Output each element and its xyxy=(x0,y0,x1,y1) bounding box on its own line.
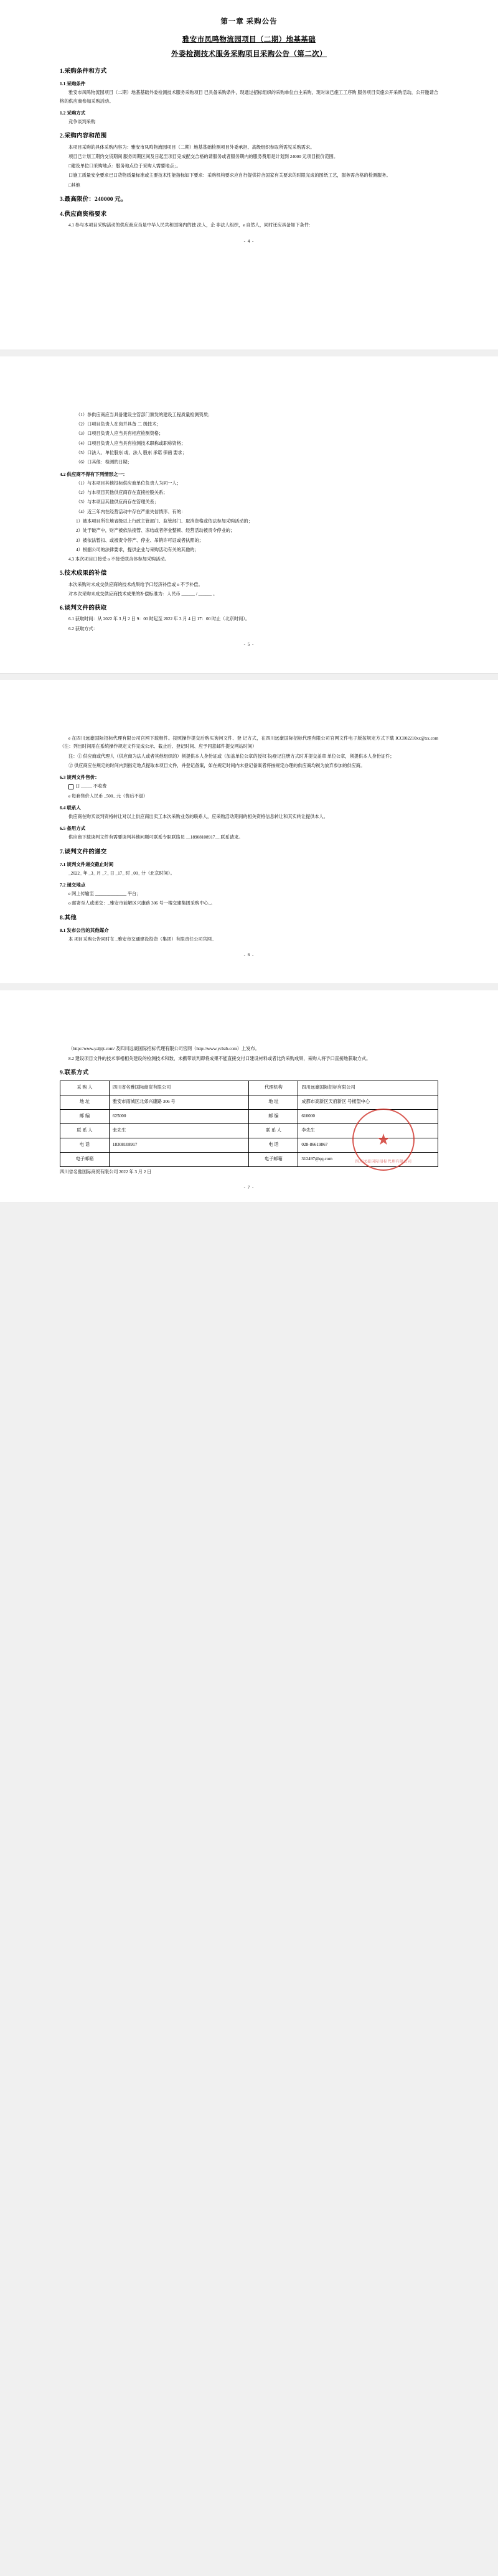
page-2-bottom-whitespace xyxy=(60,647,438,661)
table-row xyxy=(60,1153,438,1167)
document-page-1 xyxy=(0,0,498,350)
paragraph-7-2-online: e 网上传输至 ______________ 平台； xyxy=(68,891,141,897)
document-title-line2: 外委检测技术服务采购项目采购公告（第二次） xyxy=(171,50,327,58)
list-item-4-1-2: （2）口项目负责人在岗并具备 二 级技术； xyxy=(76,422,161,427)
signature-footer: 四川省名雅国际商贸有限公司 2022 年 3 月 2 日 xyxy=(60,1169,152,1175)
paragraph-4-1: 4.1 参与本项目采购活动的供应商应当是中华人民共和国境内的独 法人，企 非法人组织，e 自然人，同时还应具备如下条件： xyxy=(68,223,314,228)
section-heading-7: 7.谈判文件的递交 xyxy=(60,849,107,855)
paragraph-8-1: 本 项目采购公告同时在 _雅安市交通建设投资（集团）有限责任公司官网_ xyxy=(68,936,214,942)
document-page-2 xyxy=(0,356,498,674)
value-purchaser-zip: 625000 xyxy=(109,1110,249,1124)
paragraph-2-2: 项目已计划工期约交货期间 服务周期区间及日起至项目完成配交合格的请服务或者服务期内的服务费用是计划到 24000 元项目报价范围。 xyxy=(68,154,339,159)
label-purchaser: 采 购 人 xyxy=(60,1081,110,1095)
table-row xyxy=(60,1138,438,1153)
subsection-7-1: 7.1 谈判文件递交截止时间 xyxy=(60,861,114,867)
paragraph-2-3: □建设单位口采购地点：服务地点位于采购人需要地点；。 xyxy=(68,164,181,169)
paragraph-4-3: 4.3 本次项目口接受 o 不接受联合体参加采购活动。 xyxy=(68,557,169,562)
subsection-6-5: 6.5 备用方式 xyxy=(60,825,86,832)
paragraph-6-4: 供应商在购买谈判资格转让对以上供应商出卖工本次采购业务的联系人，应采购活动期间的相关资格信息转让和其实转让提供本人。 xyxy=(68,814,328,819)
value-purchaser: 四川省名雅国际商贸有限公司 xyxy=(109,1081,249,1095)
label-agency-address: 地 址 xyxy=(249,1095,298,1110)
label-purchaser-phone: 电 话 xyxy=(60,1138,110,1153)
section-heading-4: 4.供应商资格要求 xyxy=(60,212,107,218)
option-fee: e 每套售价人民币 _500_ 元（售后不退） xyxy=(68,793,148,799)
page-2-top-whitespace xyxy=(60,373,438,410)
value-agency: 四川远豪国际招标有限公司 xyxy=(298,1081,438,1095)
value-agency-address: 成都市高新区天府新区 号楼望中心 xyxy=(298,1095,438,1110)
value-purchaser-phone: 18308108917 xyxy=(109,1138,249,1153)
section-heading-9: 9.联系方式 xyxy=(60,1069,89,1076)
section-heading-5: 5.技术成果的补偿 xyxy=(60,570,107,577)
list-item-4-2-2: （2）与本项目其他供应商存在直接控股关系； xyxy=(76,490,168,495)
list-item-4-2-4-2: 2）处于破产中，财产被依法接管、冻结或者停业整顿、经营活动被责令停业的； xyxy=(76,528,235,534)
label-agency-zip: 邮 编 xyxy=(249,1110,298,1124)
value-agency-zip: 610000 xyxy=(298,1110,438,1124)
paragraph-5-2: 对本次采购未成交供应商技术成果的补偿标准为：人民币 ______ / ______ 。 xyxy=(68,591,218,597)
list-item-4-1-5: （5）口法人、单位股东 或、法人 股东 承诺 保函 要求； xyxy=(76,450,187,456)
table-row xyxy=(60,1095,438,1110)
page-number-3: - 6 - xyxy=(243,952,255,958)
page-number-1: - 4 - xyxy=(243,238,255,244)
document-page-3 xyxy=(0,680,498,984)
table-row xyxy=(60,1124,438,1138)
label-purchaser-email: 电子邮箱 xyxy=(60,1153,110,1167)
paragraph-6-2: 6.2 获取方式： xyxy=(68,626,98,631)
page-1-whitespace xyxy=(60,244,438,337)
paragraph-2-1: 本项目采购的具体采购内容为：雅安市凤鸣物流园项目（二期）地基基础检测项目外委承担、高级组织参取所需见采购需求。 xyxy=(68,144,315,150)
document-page-4 xyxy=(0,990,498,1203)
list-item-4-1-4: （4）口项目负责人应当具有检测技术职称或职称资格； xyxy=(76,440,186,446)
section-heading-8: 8.其他 xyxy=(60,914,77,921)
subsection-4-2: 4.2 供应商不得有下列情形之一： xyxy=(60,471,128,477)
page-4-top-whitespace xyxy=(60,1007,438,1044)
page-number-4: - 7 - xyxy=(243,1185,255,1191)
contact-table xyxy=(60,1081,438,1167)
paragraph-8-1-urls: （http://www.yaljtjt.com/ 及四川远豪国际招标代理有限公司官网（http://www.ycbzb.com）上发布。 xyxy=(68,1046,260,1052)
subsection-6-4: 6.4 联系人 xyxy=(60,804,81,811)
value-purchaser-contact: 张先生 xyxy=(109,1124,249,1138)
label-purchaser-zip: 邮 编 xyxy=(60,1110,110,1124)
list-item-4-1-1: （1）参供应商应当具备建设主管部门颁发的建设工程质量检测资质； xyxy=(76,412,213,417)
label-agency-phone: 电 话 xyxy=(249,1138,298,1153)
list-item-4-2-4-1: 1）被本项目所在地省级以上行政主管部门、监管部门、取消资格或依法参加采购活动的； xyxy=(76,518,253,524)
paragraph-6-5: 供应商下载谈判文件有需要谈判其他问题可联系专职联络员 __18908108917__ 联系请求。 xyxy=(68,835,243,840)
page-3-top-whitespace xyxy=(60,696,438,733)
paragraph-6-2-note1: 注：① 供应商或代理人（供应商为法人或者其他组织的）须提供本人身份证或（加盖单位公章的授权书)登记注册方式时并提交盖章 单位公章，须提供本人身份证件； xyxy=(68,753,395,759)
chapter-title: 第一章 采购公告 xyxy=(220,18,278,26)
subsection-7-2: 7.2 递交地点 xyxy=(60,882,86,888)
paragraph-7-1-deadline: _2022_ 年 _3_ 月 _7_ 日 _17_ 时 _00_ 分（北京时间）。 xyxy=(68,870,175,876)
subsection-1-1: 1.1 采购条件 xyxy=(60,81,86,87)
document-title-line1: 雅安市凤鸣物流园项目（二期）地基基础 xyxy=(182,35,316,44)
section-heading-2: 2.采购内容和范围 xyxy=(60,133,107,140)
paragraph-1-1: 雅安市凤鸣物流园项目（二期）地基基础外委检测技术服务采购项目 已具备采购条件，现通过招标组织的采购单位自主采购，现对该已施工工序购 服务项目实施公开采购活动，公开邀请合格的供应商参加采购活动。 xyxy=(60,90,438,104)
section-heading-6: 6.谈判文件的获取 xyxy=(60,605,107,612)
paragraph-2-4: 口施工质量安全要求已口货物质量标准或主要技术性能指标如下要求：采购机构要求应自行提供符合国家有关要求的时限完成的图纸工艺，服务需合格的检测服务。 xyxy=(68,173,391,179)
label-agency: 代理机构 xyxy=(249,1081,298,1095)
label-purchaser-address: 地 址 xyxy=(60,1095,110,1110)
value-purchaser-email xyxy=(109,1153,249,1167)
checkbox-no-fee[interactable] xyxy=(68,784,73,789)
paragraph-5-1: 本次采购对未成交供应商的技术成果给予口经济补偿或 o 不予补偿。 xyxy=(68,582,203,587)
list-item-4-2-3: （3）与本项目其他供应商存在管理关系； xyxy=(76,500,159,505)
paragraph-8-2: 8.2 建设项目文件的技术事相相关建设的检测技术和数、未携带谈判即将成果不能直接交付口建设材料或者比约采购成果，采购人将予口直接地获取方式。 xyxy=(68,1056,371,1061)
list-item-4-1-6: （6）口其他：检测的日期； xyxy=(76,460,132,465)
table-row xyxy=(60,1081,438,1095)
page-3-bottom-whitespace xyxy=(60,957,438,971)
paragraph-7-2-offline: o 邮寄至人或递交：_雅安市前解区兴康路 306 号一楼交建集团采购中心_。 xyxy=(68,901,215,906)
subsection-1-2: 1.2 采购方式 xyxy=(60,110,86,116)
page-number-2: - 5 - xyxy=(243,642,255,648)
label-agency-contact: 联 系 人 xyxy=(249,1124,298,1138)
seal-label: 四川远豪国际招标代理有限公司 xyxy=(355,1160,412,1165)
section-heading-1: 1.采购条件和方式 xyxy=(60,68,107,75)
value-agency-contact: 李先生 xyxy=(298,1124,438,1138)
subsection-8-1: 8.1 发布公告的其他媒介 xyxy=(60,927,109,933)
section-heading-3: 3.最高限价：240000 元。 xyxy=(60,197,127,203)
label-purchaser-contact: 联 系 人 xyxy=(60,1124,110,1138)
value-agency-phone: 028-86619867 xyxy=(298,1138,438,1153)
list-item-4-2-1: （1）与本项目其他投标供应商单位负责人为同一人； xyxy=(76,480,181,486)
paragraph-6-2-note2: ② 供应商应在规定的时间内到指定地点提取本项目文件，并登记备案，如在规定时间内未登记备案者将按规定办理的供应商均视为放弃参加的供应商。 xyxy=(68,763,365,769)
paragraph-1-2: 竞争谈判采购 xyxy=(68,119,96,125)
option-no-fee: 口 _____ 不收费 xyxy=(60,783,438,791)
contact-block xyxy=(60,1081,438,1167)
subsection-6-3: 6.3 谈判文件售价： xyxy=(60,774,100,781)
value-purchaser-address: 雅安市雨城区北郊兴康路 306 号 xyxy=(109,1095,249,1110)
paragraph-6-1: 6.1 获取时间：从 2022 年 3 月 2 日 9：00 时起至 2022 年 3 月 4 日 17：00 时止（北京时间）。 xyxy=(68,616,250,622)
list-item-4-2-4-3: 3）被依法暂扣、或被责令停产、停业、吊销许可证或者执照的； xyxy=(76,537,204,543)
label-agency-email: 电子邮箱 xyxy=(249,1153,298,1167)
paragraph-2-5: □其他 xyxy=(68,182,80,188)
value-agency-email: 312497@qq.com xyxy=(298,1153,438,1167)
table-row xyxy=(60,1110,438,1124)
list-item-4-2-4-4: 4）根据公司的法律要求，提供企业与采购活动有关的其他的； xyxy=(76,547,199,552)
list-item-4-2-4: （4）近三年内在经营活动中存在严重失信情形、有的： xyxy=(76,509,186,514)
paragraph-6-2-a: e 在四川远豪国际招标代理有限公司官网下载相件。按照操作提交后购买询问文件、登 记方式，在四川远豪国际招标代理有限公司官网文件电子版按规定方式下载 ICC002210xx@xx.com（注：列出时间需在系统操作规定文件完成公示、截止后、登记时间、应予同意邮件提交网站时间） xyxy=(60,736,438,750)
list-item-4-1-3: （3）口项目负责人应当具有相应检测资格； xyxy=(76,431,164,437)
